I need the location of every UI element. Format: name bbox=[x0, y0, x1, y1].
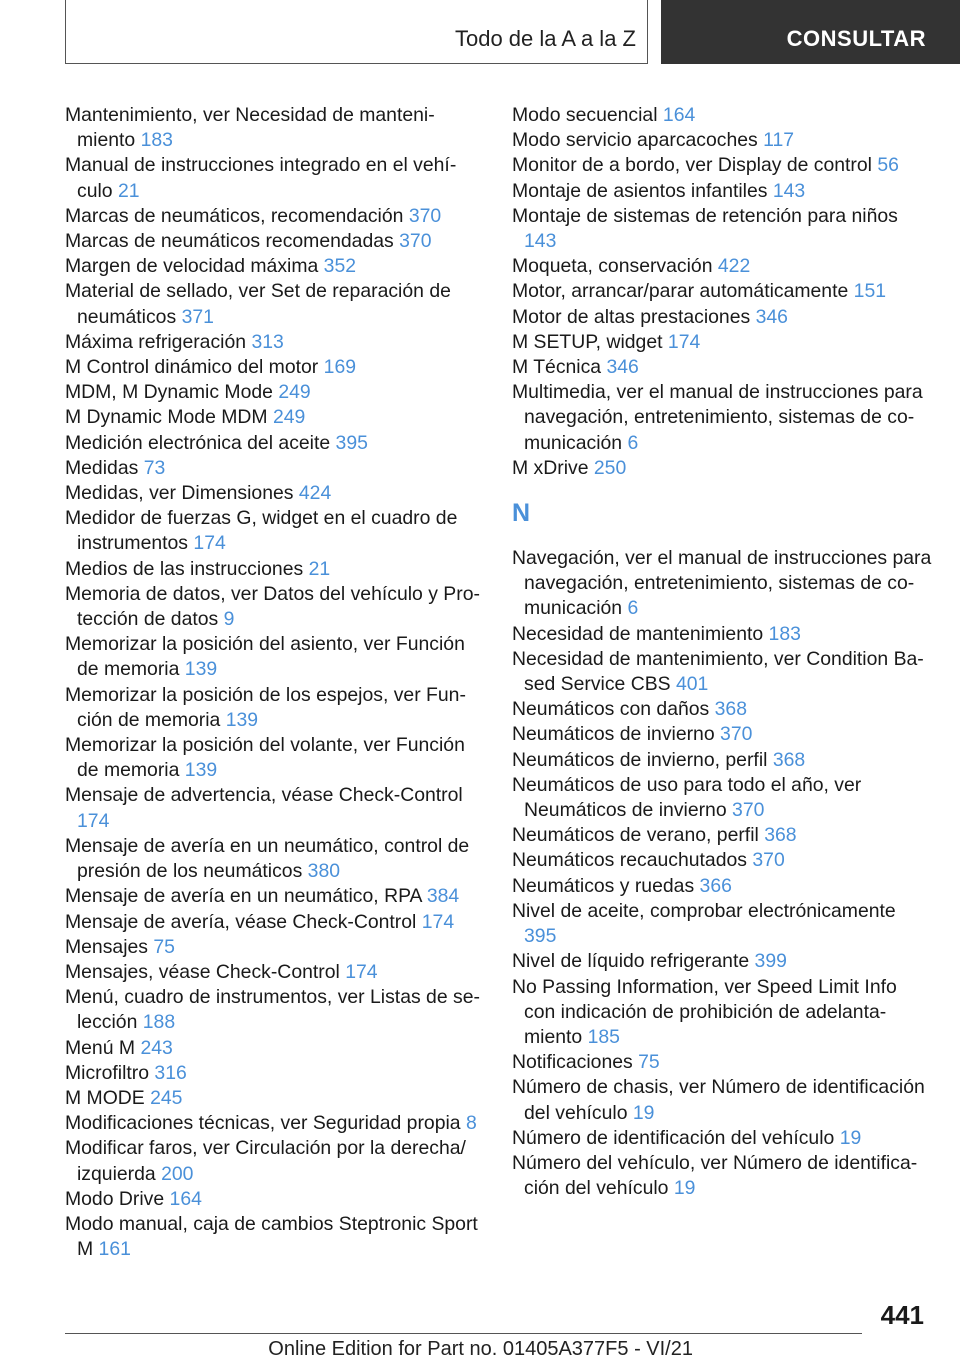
index-entry-term: Margen de velocidad máxima bbox=[65, 255, 319, 278]
index-entry-term: Menú M bbox=[65, 1036, 136, 1059]
index-entry bbox=[512, 546, 932, 622]
index-list-n bbox=[512, 546, 932, 1201]
index-entry-term: Neumáticos de invierno, perfil bbox=[512, 748, 768, 771]
page-reference-link[interactable]: 19 bbox=[673, 1177, 696, 1200]
page-reference-link[interactable]: 169 bbox=[323, 356, 357, 379]
page-reference-link[interactable]: 424 bbox=[298, 482, 332, 505]
index-entry bbox=[65, 1187, 480, 1212]
index-entry bbox=[512, 128, 932, 153]
index-entry bbox=[65, 103, 480, 153]
page-reference-link[interactable]: 245 bbox=[150, 1086, 183, 1109]
page-reference-link[interactable]: 183 bbox=[768, 622, 801, 645]
index-entry-term: Neumáticos con daños bbox=[512, 698, 710, 721]
page-reference-link[interactable]: 368 bbox=[714, 698, 747, 721]
index-entry-term: Necesidad de mantenimiento, ver Condition Based Service CBS bbox=[512, 647, 924, 696]
index-entry bbox=[512, 305, 932, 330]
page-reference-link[interactable]: 6 bbox=[627, 431, 639, 454]
index-entry bbox=[512, 1151, 932, 1201]
page-reference-link[interactable]: 422 bbox=[717, 255, 751, 278]
footer-divider bbox=[65, 1333, 862, 1334]
index-entry bbox=[512, 773, 932, 823]
page-reference-link[interactable]: 371 bbox=[181, 305, 214, 328]
index-entry bbox=[65, 683, 480, 733]
index-entry bbox=[512, 949, 932, 974]
index-entry bbox=[512, 279, 932, 304]
index-entry-term: Mensaje de avería en un neumático, RPA bbox=[65, 885, 422, 908]
index-entry-term: Medidas, ver Dimensiones bbox=[65, 482, 294, 505]
index-entry bbox=[512, 1126, 932, 1151]
page-reference-link[interactable]: 370 bbox=[752, 849, 785, 872]
page-reference-link[interactable]: 174 bbox=[421, 910, 455, 933]
index-entry bbox=[512, 1050, 932, 1075]
page-reference-link[interactable]: 368 bbox=[772, 748, 806, 771]
page-reference-link[interactable]: 346 bbox=[755, 305, 788, 328]
page-reference-link[interactable]: 75 bbox=[153, 935, 175, 958]
index-entry-term: Montaje de sistemas de retención para niños bbox=[512, 204, 898, 227]
index-entry-term: Neumáticos recauchutados bbox=[512, 849, 747, 872]
page-reference-link[interactable]: 250 bbox=[593, 456, 627, 479]
page-reference-link[interactable]: 73 bbox=[143, 456, 166, 479]
page-reference-link[interactable]: 370 bbox=[399, 230, 432, 253]
page-reference-link[interactable]: 174 bbox=[193, 532, 226, 555]
page-reference-link[interactable]: 174 bbox=[345, 960, 378, 983]
page-reference-link[interactable]: 21 bbox=[308, 557, 331, 580]
index-entry bbox=[65, 557, 480, 582]
index-entry-term: Neumáticos de uso para todo el año, ver Neumáticos de invierno bbox=[512, 773, 862, 822]
index-entry bbox=[65, 204, 480, 229]
index-entry-term: Modo manual, caja de cambios Steptronic Sport M bbox=[65, 1212, 478, 1261]
page-reference-link[interactable]: 139 bbox=[184, 759, 218, 782]
index-list-m bbox=[512, 103, 932, 481]
index-entry bbox=[65, 254, 480, 279]
page-reference-link[interactable]: 174 bbox=[77, 809, 110, 832]
page-reference-link[interactable]: 316 bbox=[154, 1061, 187, 1084]
index-entry-term: Mensaje de avería en un neumático, control de presión de los neumáticos bbox=[65, 834, 470, 883]
index-entry-term: M MODE bbox=[65, 1086, 145, 1109]
index-entry bbox=[65, 1212, 480, 1262]
index-entry-term: M SETUP, widget bbox=[512, 330, 663, 353]
page-reference-link[interactable]: 19 bbox=[632, 1101, 655, 1124]
page-reference-link[interactable]: 249 bbox=[272, 406, 306, 429]
index-entry bbox=[512, 975, 932, 1051]
index-entry-term: Marcas de neumáticos recomendadas bbox=[65, 230, 394, 253]
index-entry-term: Neumáticos de verano, perfil bbox=[512, 824, 759, 847]
page-reference-link[interactable]: 366 bbox=[699, 874, 732, 897]
page-reference-link[interactable]: 384 bbox=[426, 885, 460, 908]
header-tab-label[interactable]: Todo de la A a la Z bbox=[454, 26, 636, 51]
page-reference-link[interactable]: 249 bbox=[278, 381, 311, 404]
page-reference-link[interactable]: 370 bbox=[732, 799, 765, 822]
index-entry bbox=[512, 647, 932, 697]
index-entry-term: M Técnica bbox=[512, 356, 602, 379]
page-reference-link[interactable]: 380 bbox=[307, 860, 341, 883]
index-entry-term: Neumáticos y ruedas bbox=[512, 874, 695, 897]
index-entry bbox=[65, 405, 480, 430]
index-entry-term: Memorizar la posición del asiento, ver Función de memoria bbox=[65, 633, 465, 681]
index-entry bbox=[65, 935, 480, 960]
index-column-left bbox=[65, 103, 480, 1262]
page-reference-link[interactable]: 395 bbox=[524, 925, 557, 948]
index-entry-term: Nivel de aceite, comprobar electrónicamente bbox=[512, 899, 896, 922]
index-entry-term: Mensajes bbox=[65, 935, 148, 958]
index-entry-term: Medios de las instrucciones bbox=[65, 557, 304, 580]
index-entry bbox=[512, 1075, 932, 1125]
page-reference-link[interactable]: 395 bbox=[335, 431, 368, 454]
index-entry-term: Número de identificación del vehículo bbox=[512, 1126, 835, 1149]
index-entry bbox=[65, 910, 480, 935]
index-entry-term: Máxima refrigeración bbox=[65, 330, 247, 353]
index-entry-term: Nivel de líquido refrigerante bbox=[512, 950, 750, 973]
page-reference-link[interactable]: 151 bbox=[853, 280, 887, 303]
page-reference-link[interactable]: 200 bbox=[161, 1162, 194, 1185]
index-entry bbox=[512, 153, 932, 178]
index-entry bbox=[512, 330, 932, 355]
index-entry bbox=[65, 355, 480, 380]
index-entry bbox=[65, 733, 480, 783]
index-entry-term: Necesidad de mantenimiento bbox=[512, 622, 764, 645]
index-entry-term: MDM, M Dynamic Mode bbox=[65, 381, 273, 404]
footer-edition: Online Edition for Part no. 01405A377F5 - VI/21 bbox=[268, 1338, 693, 1360]
page-reference-link[interactable]: 368 bbox=[764, 824, 797, 847]
index-entry-term: Modo secuencial bbox=[512, 104, 658, 126]
index-entry bbox=[65, 834, 480, 884]
page-reference-link[interactable]: 139 bbox=[184, 658, 218, 681]
index-entry bbox=[65, 279, 480, 329]
index-entry-term: Medidor de fuerzas G, widget en el cuadro de instrumentos bbox=[65, 507, 458, 555]
page-reference-link[interactable]: 185 bbox=[587, 1025, 620, 1048]
index-entry bbox=[65, 153, 480, 203]
page-reference-link[interactable]: 117 bbox=[763, 129, 795, 152]
index-entry bbox=[65, 632, 480, 682]
index-letter-heading: N bbox=[512, 499, 531, 528]
page-number: 441 bbox=[880, 1300, 924, 1330]
index-entry bbox=[65, 1061, 480, 1086]
index-entry bbox=[65, 1136, 480, 1186]
index-entry bbox=[512, 456, 932, 481]
index-entry-term: M Control dinámico del motor bbox=[65, 356, 319, 379]
index-entry-term: Neumáticos de invierno bbox=[512, 723, 715, 746]
index-entry bbox=[65, 1086, 480, 1111]
index-entry bbox=[65, 481, 480, 506]
index-entry-term: Modo servicio aparcacoches bbox=[512, 129, 758, 152]
index-entry-term: Memorizar la posición del volante, ver Función de memoria bbox=[65, 734, 465, 782]
index-entry bbox=[65, 506, 480, 556]
index-entry-term: Número de chasis, ver Número de identificación del vehículo bbox=[512, 1076, 925, 1124]
index-entry bbox=[512, 697, 932, 722]
index-entry bbox=[512, 380, 932, 456]
page-reference-link[interactable]: 6 bbox=[627, 597, 639, 620]
page-reference-link[interactable]: 164 bbox=[169, 1187, 202, 1210]
index-entry-term: Marcas de neumáticos, recomendación bbox=[65, 204, 404, 227]
header-section-label: CONSULTAR bbox=[786, 26, 926, 51]
page-reference-link[interactable]: 174 bbox=[667, 330, 701, 353]
page-reference-link[interactable]: 9 bbox=[223, 608, 235, 631]
index-entry bbox=[65, 582, 480, 632]
index-entry-term: Mensaje de advertencia, véase Check-Control bbox=[65, 784, 463, 807]
index-entry-term: Modificaciones técnicas, ver Seguridad propia bbox=[65, 1112, 461, 1135]
index-entry-term: Memorizar la posición de los espejos, ver Función de memoria bbox=[65, 683, 466, 731]
page-reference-link[interactable]: 183 bbox=[140, 129, 173, 152]
index-entry-term: Modificar faros, ver Circulación por la derecha/​izquierda bbox=[65, 1137, 466, 1185]
page-reference-link[interactable]: 352 bbox=[323, 255, 357, 278]
page-reference-link[interactable]: 161 bbox=[98, 1238, 131, 1261]
index-entry-term: Número del vehículo, ver Número de identificación del vehículo bbox=[512, 1151, 918, 1200]
header-section-tab[interactable] bbox=[661, 0, 960, 64]
page-reference-link[interactable]: 313 bbox=[251, 330, 284, 353]
index-entry bbox=[512, 355, 932, 380]
index-entry bbox=[512, 179, 932, 204]
page-reference-link[interactable]: 370 bbox=[408, 204, 442, 227]
index-entry bbox=[512, 748, 932, 773]
index-entry-term: Moqueta, conservación bbox=[512, 255, 713, 278]
index-entry-term: Mantenimiento, ver Necesidad de mantenimiento bbox=[65, 104, 435, 152]
index-entry-term: M xDrive bbox=[512, 456, 589, 479]
index-entry-term: Motor, arrancar/parar automáticamente bbox=[512, 280, 849, 303]
index-entry-term: Modo Drive bbox=[65, 1187, 165, 1210]
index-entry-term: M Dynamic Mode MDM bbox=[65, 406, 268, 429]
index-entry-term: Medidas bbox=[65, 456, 139, 479]
index-entry-term: Motor de altas prestaciones bbox=[512, 305, 751, 328]
index-entry-term: Monitor de a bordo, ver Display de control bbox=[512, 154, 872, 177]
index-entry bbox=[65, 330, 480, 355]
index-entry-term: Navegación, ver el manual de instrucciones para navegación, entretenimiento, sistemas de comunicación bbox=[512, 547, 932, 620]
index-entry bbox=[65, 380, 480, 405]
index-entry bbox=[65, 783, 480, 833]
index-entry bbox=[512, 204, 932, 254]
index-entry bbox=[512, 899, 932, 949]
index-entry-term: Mensaje de avería, véase Check-Control bbox=[65, 910, 417, 933]
page-reference-link[interactable]: 8 bbox=[465, 1112, 477, 1135]
index-entry bbox=[512, 874, 932, 899]
page-reference-link[interactable]: 56 bbox=[877, 154, 899, 177]
page-reference-link[interactable]: 19 bbox=[839, 1126, 862, 1149]
index-entry-term: Memoria de datos, ver Datos del vehículo y Protección de datos bbox=[65, 582, 480, 631]
page-reference-link[interactable]: 75 bbox=[638, 1051, 660, 1074]
index-entry bbox=[512, 103, 932, 128]
index-column-right bbox=[512, 103, 932, 1201]
index-entry-term: Multimedia, ver el manual de instrucciones para navegación, entretenimiento, sistemas de comunicación bbox=[512, 381, 923, 454]
index-entry bbox=[65, 229, 480, 254]
index-entry bbox=[65, 960, 480, 985]
page-reference-link[interactable]: 399 bbox=[754, 950, 787, 973]
index-entry bbox=[65, 884, 480, 909]
index-entry-term: Microfiltro bbox=[65, 1061, 150, 1084]
page-reference-link[interactable]: 188 bbox=[142, 1011, 176, 1034]
page-reference-link[interactable]: 370 bbox=[720, 723, 753, 746]
index-entry bbox=[512, 622, 932, 647]
index-entry bbox=[65, 431, 480, 456]
page-reference-link[interactable]: 401 bbox=[675, 673, 709, 696]
index-entry bbox=[65, 1036, 480, 1061]
index-entry-term: Medición electrónica del aceite bbox=[65, 431, 331, 454]
page-reference-link[interactable]: 139 bbox=[225, 708, 259, 731]
index-entry-term: Menú, cuadro de instrumentos, ver Listas de selección bbox=[65, 986, 480, 1034]
index-entry bbox=[65, 985, 480, 1035]
index-entry-term: No Passing Information, ver Speed Limit Info con indicación de prohibición de adelantamiento bbox=[512, 975, 897, 1048]
index-entry-term: Montaje de asientos infantiles bbox=[512, 179, 768, 202]
index-entry bbox=[512, 848, 932, 873]
index-entry-term: Mensajes, véase Check-Control bbox=[65, 960, 340, 983]
index-entry bbox=[512, 722, 932, 747]
page-reference-link[interactable]: 243 bbox=[140, 1036, 173, 1059]
index-entry-term: Material de sellado, ver Set de reparación de neumáticos bbox=[65, 280, 451, 328]
index-entry bbox=[512, 254, 932, 279]
page-reference-link[interactable]: 21 bbox=[117, 179, 140, 202]
index-entry bbox=[512, 823, 932, 848]
page-reference-link[interactable]: 346 bbox=[606, 356, 639, 379]
page-reference-link[interactable]: 143 bbox=[772, 179, 806, 202]
index-entry bbox=[65, 456, 480, 481]
page-reference-link[interactable]: 164 bbox=[662, 104, 696, 126]
index-entry bbox=[65, 1111, 480, 1136]
page-reference-link[interactable]: 143 bbox=[524, 230, 557, 253]
index-entry-term: Notificaciones bbox=[512, 1051, 633, 1074]
index-entry-term: Manual de instrucciones integrado en el vehículo bbox=[65, 154, 457, 202]
